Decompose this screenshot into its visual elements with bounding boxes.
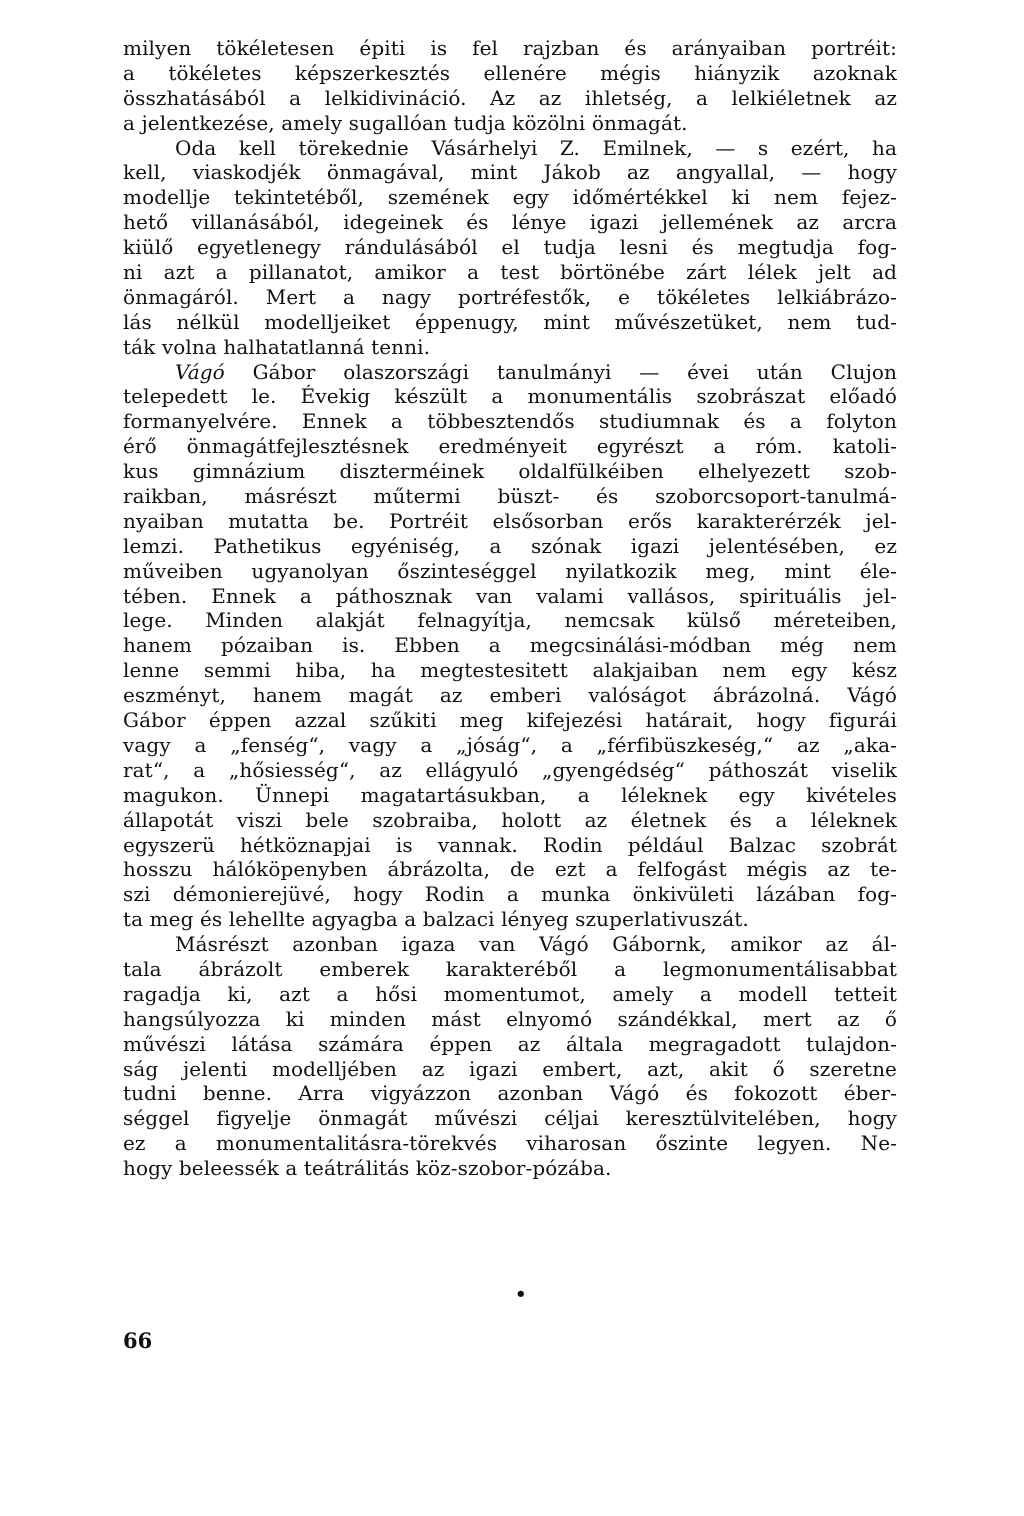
text-line: a tökéletes képszerkesztés ellenére mégis hiányzik azoknak bbox=[123, 60, 897, 85]
text-line: a jelentkezése, amely sugallóan tudja közölni önmagát. bbox=[123, 110, 688, 135]
text-line: ni azt a pillanatot, amikor a test börtönébe zárt lélek jelt ad bbox=[123, 260, 897, 285]
body-text bbox=[123, 36, 897, 1181]
text-line: formanyelvére. Ennek a többesztendős studiumnak és a folyton bbox=[123, 409, 897, 434]
text-line: lenne semmi hiba, ha megtestesitett alakjaiban nem egy kész bbox=[123, 658, 897, 683]
text-line: rat“, a „hősiesség“, az ellágyuló „gyengédség“ páthoszát viselik bbox=[123, 757, 897, 782]
text-line bbox=[123, 360, 897, 385]
text-line: egyszerü hétköznapjai is vannak. Rodin például Balzac szobrát bbox=[123, 832, 897, 857]
text-line: kell, viaskodjék önmagával, mint Jákob az angyallal, — hogy bbox=[123, 160, 897, 185]
text-line: Gábor éppen azzal szűkiti meg kifejezési határait, hogy figurái bbox=[123, 708, 897, 733]
text-line: magukon. Ünnepi magatartásukban, a léleknek egy kivételes bbox=[123, 782, 897, 807]
text-line: érő önmagátfejlesztésnek eredményeit egyrészt a róm. katoli- bbox=[123, 434, 897, 459]
text-line: műveiben ugyanolyan őszinteséggel nyilatkozik meg, mint éle- bbox=[123, 558, 897, 583]
text-line: hanem pózaiban is. Ebben a megcsinálási-módban még nem bbox=[123, 633, 897, 658]
text-line: nyaiban mutatta be. Portréit elsősorban erős karakterérzék jel- bbox=[123, 508, 897, 533]
text-line: állapotát viszi bele szobraiba, holott az életnek és a léleknek bbox=[123, 807, 897, 832]
text-line: lege. Minden alakját felnagyítja, nemcsak külső méreteiben, bbox=[123, 608, 897, 633]
page-number: 66 bbox=[123, 1328, 153, 1353]
text-line: vagy a „fenség“, vagy a „jóság“, a „férfibüszkeség,“ az „aka- bbox=[123, 732, 897, 757]
text-line: telepedett le. Évekig készült a monumentális szobrászat előadó bbox=[123, 384, 897, 409]
text-line: ragadja ki, azt a hősi momentumot, amely a modell tetteit bbox=[123, 981, 897, 1006]
text-line: lemzi. Pathetikus egyéniség, a szónak igazi jelentésében, ez bbox=[123, 533, 897, 558]
text-line: séggel figyelje önmagát művészi céljai keresztülvitelében, hogy bbox=[123, 1106, 897, 1131]
text-line: ez a monumentalitásra-törekvés viharosan őszinte legyen. Ne- bbox=[123, 1131, 897, 1156]
text-line: hosszu hálóköpenyben ábrázolta, de ezt a felfogást mégis az te- bbox=[123, 857, 897, 882]
text-line: Másrészt azonban igaza van Vágó Gábornk, amikor az ál- bbox=[175, 932, 897, 957]
text-line: tala ábrázolt emberek karakteréből a legmonumentálisabbat bbox=[123, 956, 897, 981]
text-line: tudni benne. Arra vigyázzon azonban Vágó és fokozott éber- bbox=[123, 1081, 897, 1106]
line-remainder: Gábor olaszországi tanulmányi — évei után Clujon bbox=[224, 359, 897, 384]
text-line: milyen tökéletesen épiti is fel rajzban és arányaiban portréit: bbox=[123, 36, 897, 60]
text-line: ság jelenti modelljében az igazi embert, azt, akit ő szeretne bbox=[123, 1056, 897, 1081]
italic-name: Vágó bbox=[175, 359, 225, 384]
text-line: kus gimnázium diszterméinek oldalfülkéiben elhelyezett szob- bbox=[123, 459, 897, 484]
text-line: szi démonierejüvé, hogy Rodin a munka önkivületi lázában fog- bbox=[123, 882, 897, 907]
text-line: összhatásából a lelkidivináció. Az az ihletség, a lelkiéletnek az bbox=[123, 85, 897, 110]
section-separator: • bbox=[515, 1284, 527, 1305]
text-line: modellje tekintetéből, szemének egy időmértékkel ki nem fejez- bbox=[123, 185, 897, 210]
text-line: hangsúlyozza ki minden mást elnyomó szándékkal, mert az ő bbox=[123, 1006, 897, 1031]
text-line: eszményt, hanem magát az emberi valóságot ábrázolná. Vágó bbox=[123, 683, 897, 708]
text-line: tében. Ennek a páthosznak van valami vallásos, spirituális jel- bbox=[123, 583, 897, 608]
text-line: Oda kell törekednie Vásárhelyi Z. Emilnek, — s ezért, ha bbox=[175, 135, 897, 160]
text-line: hogy beleessék a teátrálitás köz-szobor-pózába. bbox=[123, 1156, 612, 1181]
text-line: önmagáról. Mert a nagy portréfestők, e tökéletes lelkiábrázo- bbox=[123, 284, 897, 309]
text-line: raikban, másrészt műtermi büszt- és szoborcsoport-tanulmá- bbox=[123, 484, 897, 509]
text-line: ták volna halhatatlanná tenni. bbox=[123, 334, 431, 359]
text-line: művészi látása számára éppen az általa megragadott tulajdon- bbox=[123, 1031, 897, 1056]
text-line: hető villanásából, idegeinek és lénye igazi jellemének az arcra bbox=[123, 210, 897, 235]
text-line: kiülő egyetlenegy rándulásából el tudja lesni és megtudja fog- bbox=[123, 235, 897, 260]
text-line: ta meg és lehellte agyagba a balzaci lényeg szuperlativuszát. bbox=[123, 907, 749, 932]
text-line: lás nélkül modelljeiket éppenugy, mint művészetüket, nem tud- bbox=[123, 309, 897, 334]
